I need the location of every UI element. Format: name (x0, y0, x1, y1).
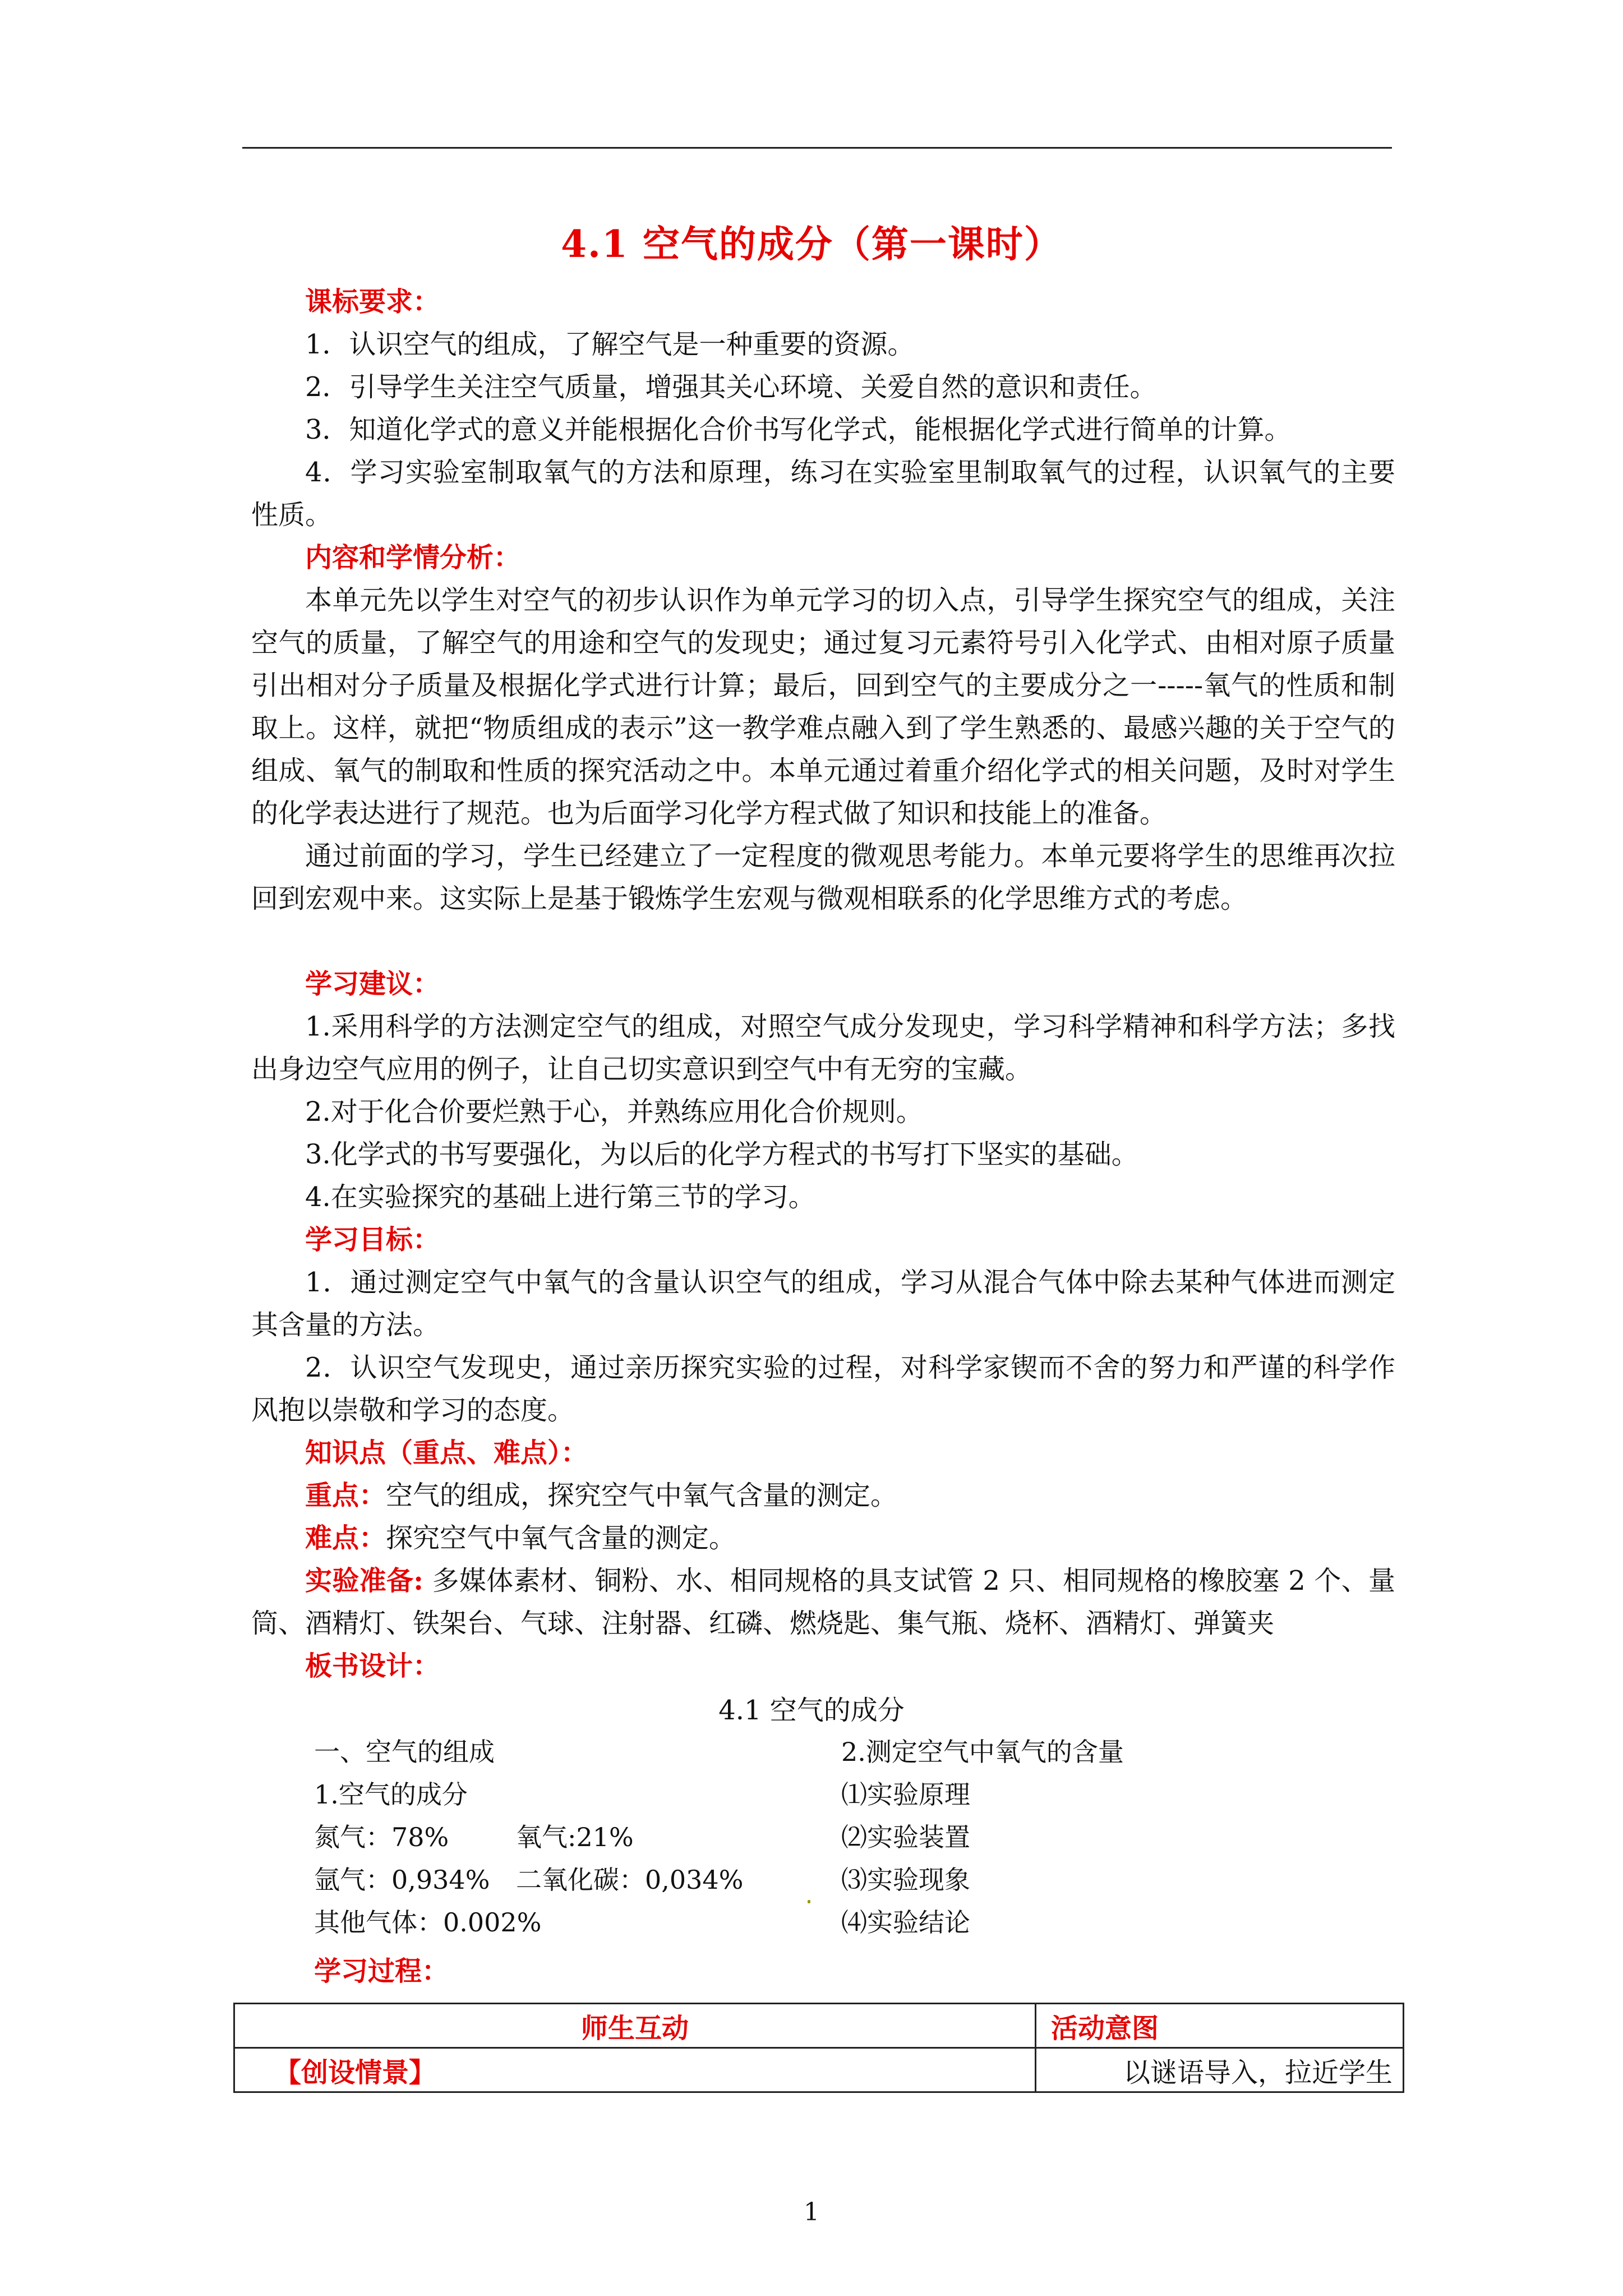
difficult-point-label: 难点： (305, 1522, 386, 1554)
board-heading-oxygen-measure: 2.测定空气中氧气的含量 (841, 1737, 1124, 1767)
board-left-column (314, 1731, 743, 1944)
standards-item-4: 4．学习实验室制取氧气的方法和原理，练习在实验室里制取氧气的过程，认识氧气的主要性质。 (251, 457, 1395, 531)
advice-item-3: 3.化学式的书写要强化，为以后的化学方程式的书写打下坚实的基础。 (305, 1139, 1138, 1170)
table-row (234, 2004, 1404, 2048)
board-row-nitrogen-oxygen (314, 1816, 743, 1858)
standards-heading: 课标要求： (305, 286, 440, 318)
board-item-principle: ⑴实验原理 (841, 1779, 970, 1810)
board-title: 4.1 空气的成分 (718, 1695, 905, 1726)
board-right-column (841, 1731, 1124, 1944)
standards-item-1: 1．认识空气的组成，了解空气是一种重要的资源。 (305, 329, 915, 360)
process-heading: 学习过程： (314, 1955, 449, 1987)
goals-item-1: 1．通过测定空气中氧气的含量认识空气的组成，学习从混合气体中除去某种气体进而测定其含量的方法。 (251, 1267, 1395, 1341)
table-header-intent: 活动意图 (1036, 2004, 1404, 2048)
advice-item-2: 2.对于化合价要烂熟于心，并熟练应用化合价规则。 (305, 1096, 923, 1128)
board-row-argon-co2 (314, 1858, 743, 1901)
standards-item-3: 3．知道化学式的意义并能根据化合价书写化学式，能根据化学式进行简单的计算。 (305, 414, 1292, 445)
table-row (234, 2048, 1404, 2092)
knowledge-section (251, 1432, 1395, 1687)
standards-section (251, 280, 1395, 536)
process-table (233, 2003, 1404, 2093)
page-number: 1 (804, 2198, 819, 2226)
analysis-paragraph-2: 通过前面的学习，学生已经建立了一定程度的微观思考能力。本单元要将学生的思维再次拉回到宏观中来。这实际上是基于锻炼学生宏观与微观相联系的化学思维方式的考虑。 (251, 840, 1395, 914)
board-heading-components: 1.空气的成分 (314, 1779, 468, 1810)
knowledge-heading: 知识点（重点、难点）： (305, 1437, 588, 1469)
co2-percent: 二氧化碳：0,034% (516, 1865, 744, 1895)
goals-item-2: 2．认识空气发现史，通过亲历探究实验的过程，对科学家锲而不舍的努力和严谨的科学作风抱以崇敬和学习的态度。 (251, 1352, 1395, 1426)
table-cell-scene: 【创设情景】 (234, 2048, 1036, 2092)
analysis-paragraph-1: 本单元先以学生对空气的初步认识作为单元学习的切入点，引导学生探究空气的组成，关注空气的质量，了解空气的用途和空气的发现史；通过复习元素符号引入化学式、由相对原子质量引出相对分子质量及根据化学式进行计算；最后，回到空气的主要成分之一-----氧气的性质和制取上。这样，就把“物质组成的表示”这一教学难点融入到了学生熟悉的、最感兴趣的关于空气的组成、氧气的制取和性质的探究活动之中。本单元通过着重介绍化学式的相关问题，及时对学生的化学表达进行了规范。也为后面学习化学方程式做了知识和技能上的准备。 (251, 585, 1395, 829)
advice-item-4: 4.在实验探究的基础上进行第三节的学习。 (305, 1181, 815, 1213)
experiment-prep-label: 实验准备: (305, 1565, 423, 1596)
difficult-point-text: 探究空气中氧气含量的测定。 (386, 1522, 736, 1554)
process-section (251, 1950, 1395, 1993)
board-heading: 板书设计： (305, 1650, 440, 1682)
goals-section (251, 1218, 1395, 1432)
key-point (251, 1474, 1395, 1517)
analysis-heading: 内容和学情分析： (305, 542, 521, 573)
page-title: 4.1 空气的成分（第一课时） (561, 222, 1062, 266)
board-heading-composition: 一、空气的组成 (314, 1737, 495, 1767)
experiment-prep-text: 多媒体素材、铜粉、水、相同规格的具支试管 2 只、相同规格的橡胶塞 2 个、量筒、酒精灯、铁架台、气球、注射器、红磷、燃烧匙、集气瓶、烧杯、酒精灯、弹簧夹 (251, 1565, 1395, 1639)
table-cell-intent: 以谜语导入，拉近学生 (1036, 2048, 1404, 2092)
standards-item-2: 2．引导学生关注空气质量，增强其关心环境、关爱自然的意识和责任。 (305, 371, 1157, 403)
key-point-label: 重点： (305, 1480, 386, 1511)
board-item-conclusion: ⑷实验结论 (841, 1907, 970, 1938)
advice-heading: 学习建议： (305, 968, 440, 1000)
advice-section (251, 963, 1395, 1218)
difficult-point (251, 1517, 1395, 1559)
argon-percent: 氩气：0,934% (314, 1865, 490, 1895)
advice-item-1: 1.采用科学的方法测定空气的组成，对照空气成分发现史，学习科学精神和科学方法；多找出身边空气应用的例子，让自己切实意识到空气中有无穷的宝藏。 (251, 1011, 1395, 1085)
goals-heading: 学习目标： (305, 1224, 440, 1255)
stray-mark (808, 1900, 810, 1903)
header-rule (242, 147, 1392, 149)
key-point-text: 空气的组成，探究空气中氧气含量的测定。 (386, 1480, 898, 1511)
board-item-phenomenon: ⑶实验现象 (841, 1865, 970, 1895)
experiment-prep (251, 1559, 1395, 1645)
oxygen-percent: 氧气:21% (516, 1822, 634, 1852)
nitrogen-percent: 氮气：78% (314, 1822, 449, 1852)
other-gases-percent: 其他气体：0.002% (314, 1907, 542, 1938)
analysis-section (251, 536, 1395, 920)
table-header-interaction: 师生互动 (234, 2004, 1036, 2048)
board-item-apparatus: ⑵实验装置 (841, 1822, 970, 1852)
